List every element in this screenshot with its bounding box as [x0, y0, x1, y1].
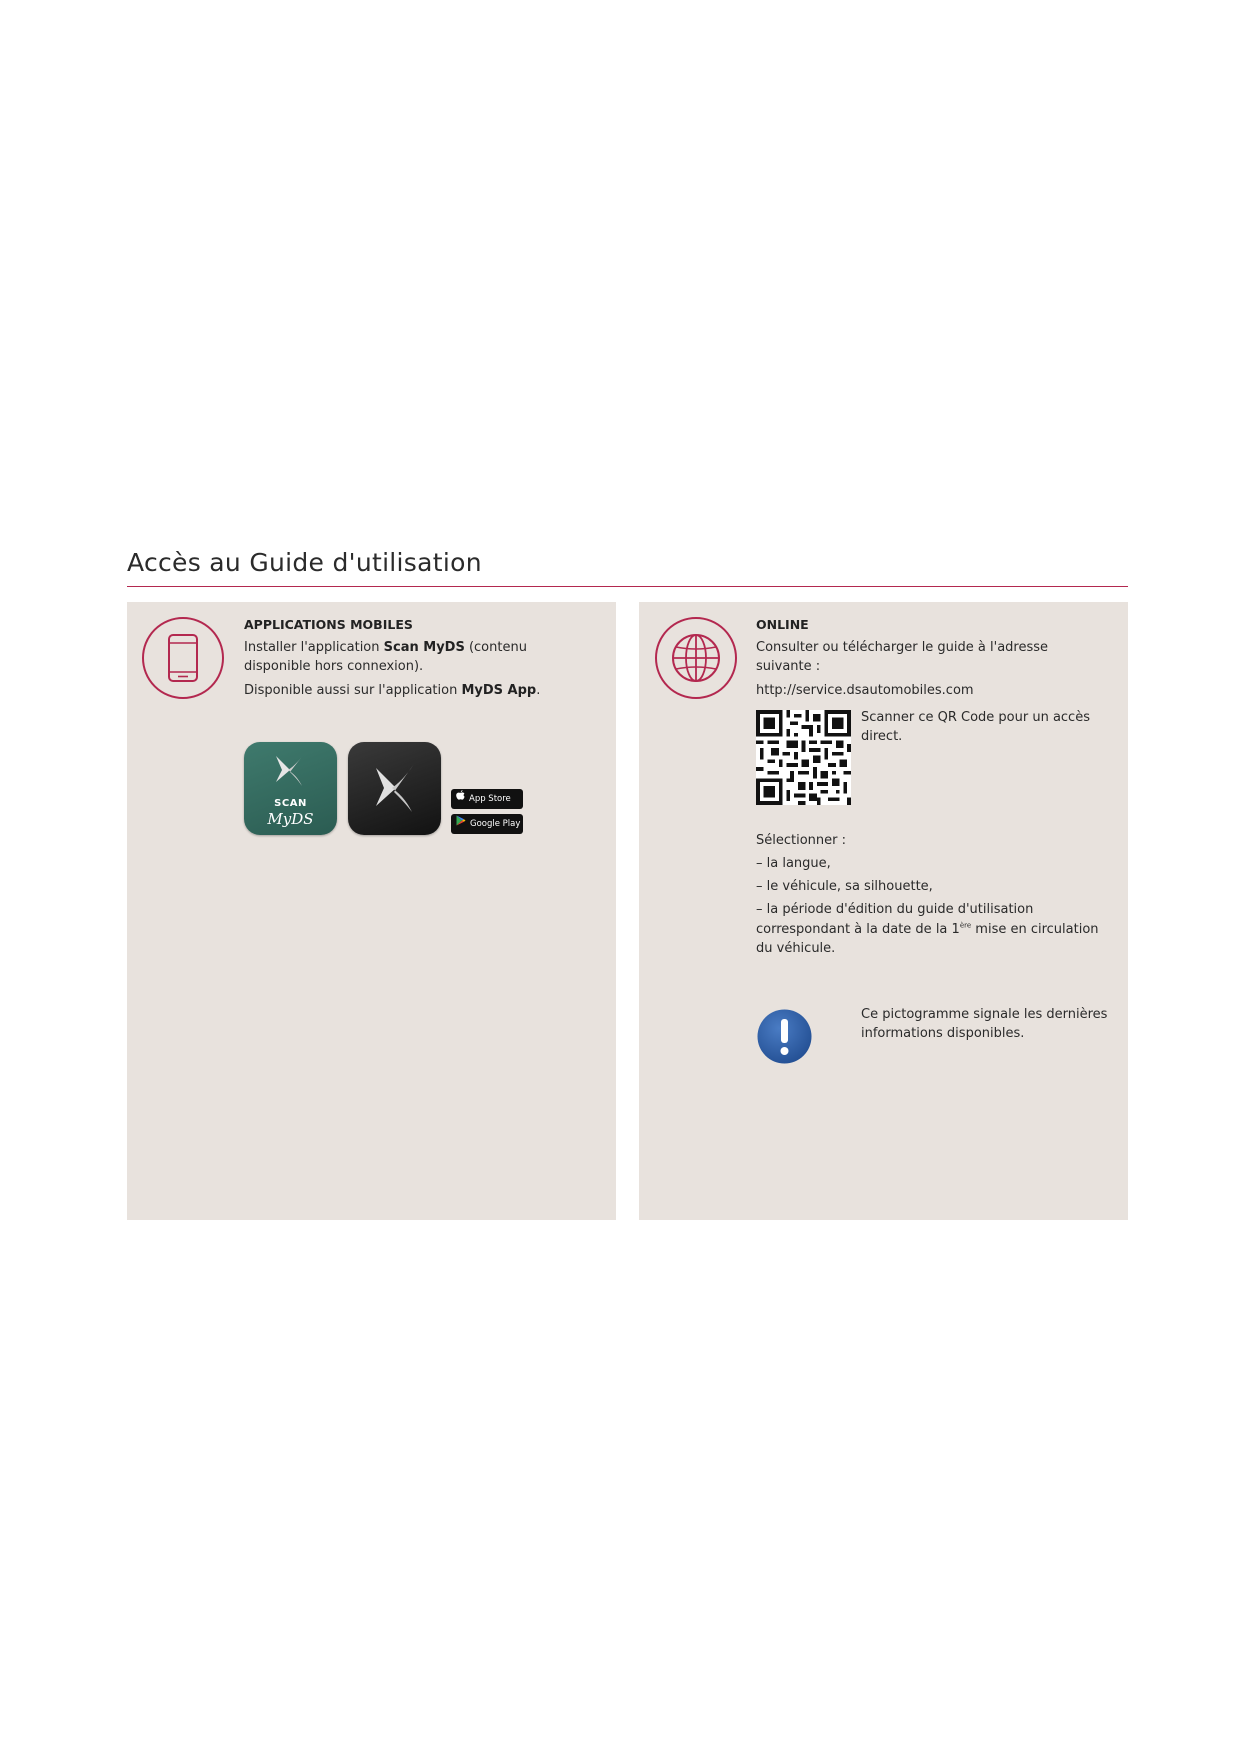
- mobile-apps-panel: [127, 602, 616, 1220]
- info-exclamation-icon: [756, 1008, 813, 1065]
- qr-caption: Scanner ce QR Code pour un accès direct.: [861, 710, 1090, 744]
- online-panel: [639, 602, 1128, 1220]
- qr-code[interactable]: [756, 710, 851, 805]
- online-heading: ONLINE: [756, 617, 809, 632]
- myds-app-icon[interactable]: [348, 742, 441, 835]
- ds-logo-icon: [244, 742, 337, 797]
- google-play-label: Google Play: [470, 819, 521, 829]
- guide-url-link[interactable]: http://service.dsautomobiles.com: [756, 683, 974, 698]
- ds-logo-icon: [348, 742, 441, 835]
- myds-app-text: Disponible aussi sur l'application MyDS App.: [244, 683, 541, 698]
- consult-guide-text: Consulter ou télécharger le guide à l'adresse suivante :: [756, 640, 1049, 674]
- page-title: Accès au Guide d'utilisation: [127, 548, 482, 577]
- select-item-language: – la langue,: [756, 856, 831, 871]
- app-store-label: App Store: [469, 794, 511, 804]
- myds-label: MyDS: [267, 810, 314, 828]
- info-caption: Ce pictogramme signale les dernières informations disponibles.: [861, 1007, 1108, 1041]
- title-divider: [127, 586, 1128, 587]
- scan-label: SCAN: [274, 798, 307, 809]
- selection-instructions: [756, 831, 1116, 962]
- scan-myds-app-icon[interactable]: [244, 742, 337, 835]
- google-play-badge[interactable]: [451, 814, 523, 834]
- select-item-period: – la période d'édition du guide d'utilisation correspondant à la date de la 1ère mise en circulation du véhicule.: [756, 902, 1099, 956]
- mobile-apps-heading: APPLICATIONS MOBILES: [244, 617, 413, 632]
- app-icons-row: [244, 742, 544, 837]
- online-text: [756, 615, 1106, 705]
- mobile-apps-text: [244, 615, 594, 705]
- select-item-vehicle: – le véhicule, sa silhouette,: [756, 879, 933, 894]
- smartphone-icon: [141, 616, 225, 700]
- app-store-badge[interactable]: [451, 789, 523, 809]
- select-label: Sélectionner :: [756, 833, 847, 848]
- globe-icon: [654, 616, 738, 700]
- install-scan-myds-text: Installer l'application Scan MyDS (contenu disponible hors connexion).: [244, 640, 527, 674]
- google-play-icon: [456, 814, 466, 834]
- apple-icon: [456, 789, 465, 809]
